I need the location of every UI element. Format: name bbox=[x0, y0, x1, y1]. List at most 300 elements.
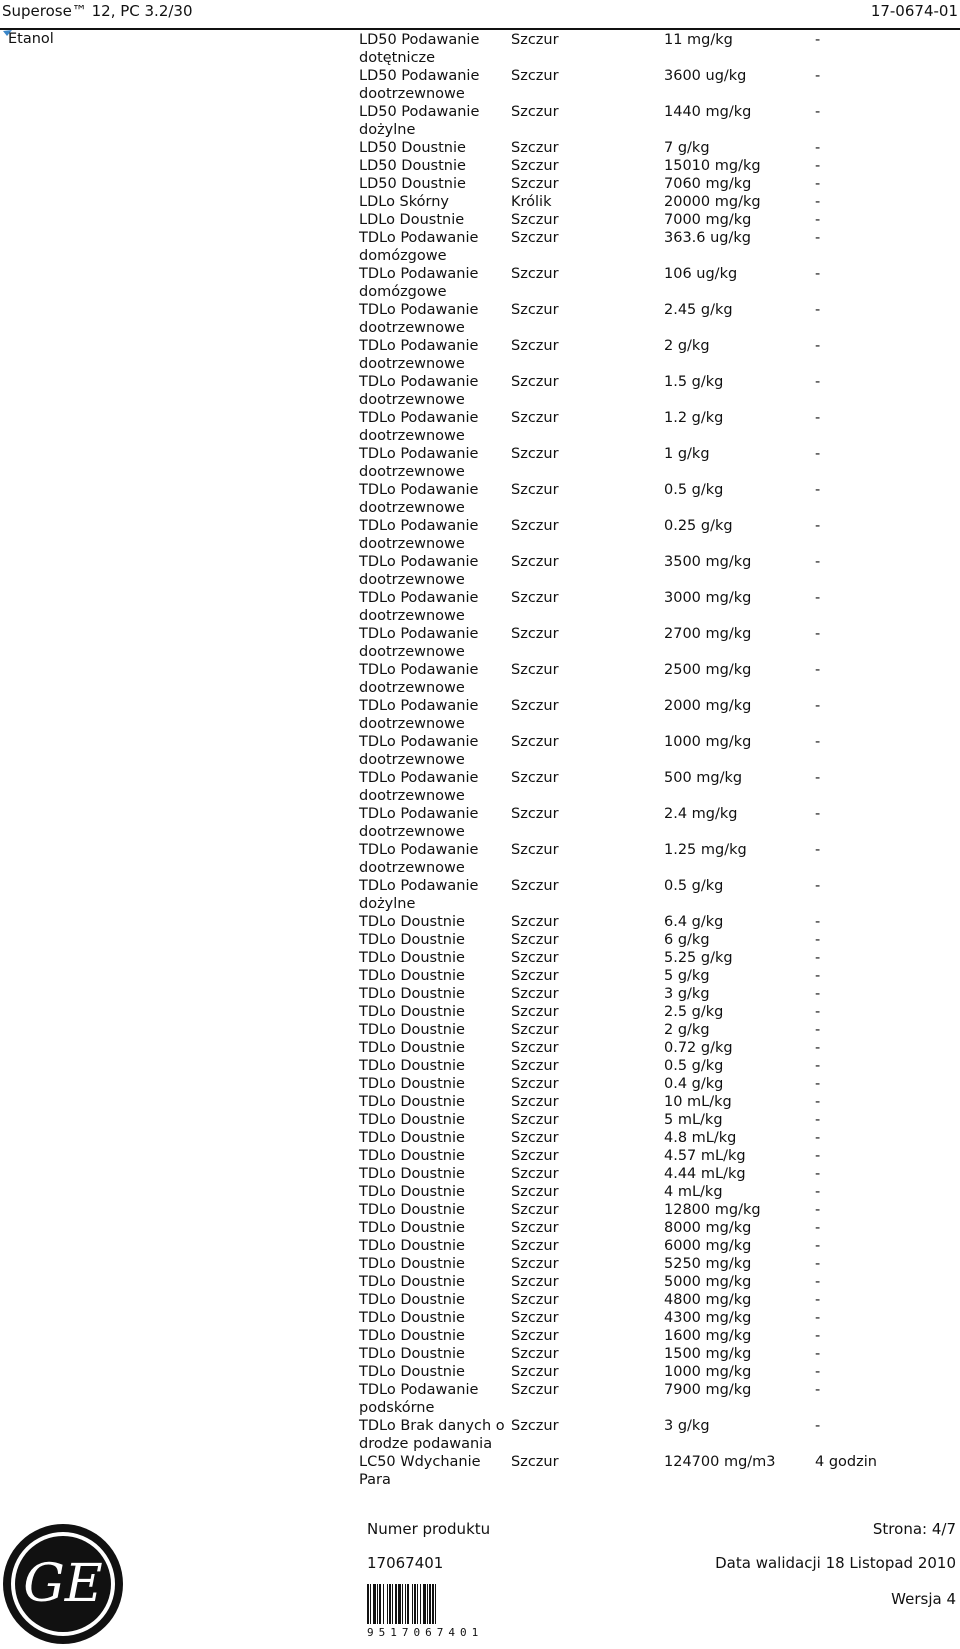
route-cell: TDLo Doustnie bbox=[359, 1148, 465, 1164]
species-cell: Szczur bbox=[511, 212, 559, 228]
time-cell: - bbox=[815, 1148, 821, 1164]
time-cell: - bbox=[815, 1022, 821, 1038]
time-cell: - bbox=[815, 1112, 821, 1128]
dose-cell: 7060 mg/kg bbox=[664, 176, 752, 192]
route-cell: TDLo Doustnie bbox=[359, 1058, 465, 1074]
route-cell: TDLo Doustnie bbox=[359, 1292, 465, 1308]
table-row bbox=[359, 1201, 939, 1219]
species-cell: Szczur bbox=[511, 590, 559, 606]
species-cell: Szczur bbox=[511, 1112, 559, 1128]
route-cell: TDLo Podawanie dootrzewnowe bbox=[359, 590, 479, 624]
time-cell: - bbox=[815, 950, 821, 966]
time-cell: - bbox=[815, 194, 821, 210]
species-cell: Szczur bbox=[511, 32, 559, 48]
dose-cell: 2500 mg/kg bbox=[664, 662, 752, 678]
barcode-bar bbox=[423, 1584, 426, 1624]
table-row bbox=[359, 1093, 939, 1111]
route-cell: TDLo Podawanie dootrzewnowe bbox=[359, 302, 479, 336]
route-cell: TDLo Doustnie bbox=[359, 1094, 465, 1110]
route-cell: TDLo Doustnie bbox=[359, 1040, 465, 1056]
time-cell: - bbox=[815, 518, 821, 534]
dose-cell: 1.5 g/kg bbox=[664, 374, 724, 390]
dose-cell: 2 g/kg bbox=[664, 338, 710, 354]
barcode-bar bbox=[427, 1584, 428, 1624]
time-cell: - bbox=[815, 410, 821, 426]
route-cell: TDLo Podawanie dootrzewnowe bbox=[359, 806, 479, 840]
table-row bbox=[359, 931, 939, 949]
page-header bbox=[0, 0, 960, 27]
species-cell: Szczur bbox=[511, 1382, 559, 1398]
route-cell: TDLo Brak danych o drodze podawania bbox=[359, 1418, 505, 1452]
dose-cell: 4.44 mL/kg bbox=[664, 1166, 746, 1182]
table-row bbox=[359, 1327, 939, 1345]
time-cell: - bbox=[815, 1130, 821, 1146]
species-cell: Szczur bbox=[511, 104, 559, 120]
barcode-bar bbox=[420, 1584, 421, 1624]
route-cell: LDLo Doustnie bbox=[359, 212, 465, 228]
species-cell: Szczur bbox=[511, 1328, 559, 1344]
route-cell: TDLo Doustnie bbox=[359, 1310, 465, 1326]
route-cell: TDLo Doustnie bbox=[359, 1238, 465, 1254]
time-cell: - bbox=[815, 914, 821, 930]
dose-cell: 0.4 g/kg bbox=[664, 1076, 724, 1092]
time-cell: - bbox=[815, 842, 821, 858]
route-cell: LD50 Podawanie dotętnicze bbox=[359, 32, 480, 66]
dose-cell: 0.5 g/kg bbox=[664, 1058, 724, 1074]
route-cell: TDLo Podawanie dootrzewnowe bbox=[359, 842, 479, 876]
dose-cell: 4800 mg/kg bbox=[664, 1292, 752, 1308]
barcode-bar bbox=[429, 1584, 431, 1624]
dose-cell: 0.5 g/kg bbox=[664, 482, 724, 498]
species-cell: Szczur bbox=[511, 1094, 559, 1110]
time-cell: - bbox=[815, 932, 821, 948]
barcode-bar bbox=[379, 1584, 381, 1624]
time-cell: - bbox=[815, 1274, 821, 1290]
time-cell: - bbox=[815, 1364, 821, 1380]
table-row bbox=[359, 301, 939, 337]
time-cell: - bbox=[815, 212, 821, 228]
route-cell: TDLo Doustnie bbox=[359, 1130, 465, 1146]
barcode-bar bbox=[414, 1584, 416, 1624]
time-cell: - bbox=[815, 968, 821, 984]
time-cell: - bbox=[815, 590, 821, 606]
species-cell: Szczur bbox=[511, 140, 559, 156]
species-cell: Szczur bbox=[511, 1058, 559, 1074]
route-cell: TDLo Doustnie bbox=[359, 1166, 465, 1182]
barcode-bar bbox=[377, 1584, 378, 1624]
species-cell: Szczur bbox=[511, 1202, 559, 1218]
table-row bbox=[359, 193, 939, 211]
time-cell: - bbox=[815, 986, 821, 1002]
barcode-bar bbox=[432, 1584, 434, 1624]
route-cell: TDLo Doustnie bbox=[359, 914, 465, 930]
species-cell: Szczur bbox=[511, 1274, 559, 1290]
dose-cell: 2.4 mg/kg bbox=[664, 806, 738, 822]
table-row bbox=[359, 1075, 939, 1093]
species-cell: Szczur bbox=[511, 770, 559, 786]
time-cell: - bbox=[815, 374, 821, 390]
species-cell: Szczur bbox=[511, 518, 559, 534]
species-cell: Szczur bbox=[511, 1346, 559, 1362]
species-cell: Szczur bbox=[511, 1022, 559, 1038]
species-cell: Szczur bbox=[511, 1076, 559, 1092]
species-cell: Szczur bbox=[511, 482, 559, 498]
route-cell: TDLo Podawanie dootrzewnowe bbox=[359, 698, 479, 732]
table-row bbox=[359, 877, 939, 913]
table-row bbox=[359, 661, 939, 697]
route-cell: LD50 Doustnie bbox=[359, 158, 466, 174]
route-cell: TDLo Doustnie bbox=[359, 950, 465, 966]
dose-cell: 6.4 g/kg bbox=[664, 914, 724, 930]
species-cell: Szczur bbox=[511, 230, 559, 246]
table-row bbox=[359, 517, 939, 553]
species-cell: Szczur bbox=[511, 1166, 559, 1182]
table-row bbox=[359, 481, 939, 517]
table-row bbox=[359, 1453, 939, 1489]
document-code: 17-0674-01 bbox=[870, 2, 958, 20]
table-row bbox=[359, 1129, 939, 1147]
barcode-bar bbox=[392, 1584, 393, 1624]
dose-cell: 1000 mg/kg bbox=[664, 1364, 752, 1380]
time-cell: - bbox=[815, 1346, 821, 1362]
route-cell: TDLo Podawanie dootrzewnowe bbox=[359, 338, 479, 372]
time-cell: - bbox=[815, 1094, 821, 1110]
time-cell: - bbox=[815, 1166, 821, 1182]
species-cell: Szczur bbox=[511, 1418, 559, 1434]
species-cell: Królik bbox=[511, 194, 552, 210]
barcode-bar bbox=[373, 1584, 376, 1624]
route-cell: TDLo Doustnie bbox=[359, 1274, 465, 1290]
table-row bbox=[359, 805, 939, 841]
route-cell: TDLo Doustnie bbox=[359, 1346, 465, 1362]
time-cell: - bbox=[815, 1256, 821, 1272]
dose-cell: 2.5 g/kg bbox=[664, 1004, 724, 1020]
time-cell: - bbox=[815, 68, 821, 84]
dose-cell: 20000 mg/kg bbox=[664, 194, 761, 210]
species-cell: Szczur bbox=[511, 266, 559, 282]
dose-cell: 5 mL/kg bbox=[664, 1112, 723, 1128]
table-row bbox=[359, 967, 939, 985]
toxicity-table bbox=[359, 31, 939, 1489]
table-row bbox=[359, 1363, 939, 1381]
route-cell: TDLo Doustnie bbox=[359, 1256, 465, 1272]
dose-cell: 5000 mg/kg bbox=[664, 1274, 752, 1290]
table-row bbox=[359, 1345, 939, 1363]
page-number: Strona: 4/7 bbox=[872, 1520, 956, 1538]
dose-cell: 1000 mg/kg bbox=[664, 734, 752, 750]
species-cell: Szczur bbox=[511, 842, 559, 858]
dose-cell: 3 g/kg bbox=[664, 986, 710, 1002]
time-cell: - bbox=[815, 1292, 821, 1308]
dose-cell: 3600 ug/kg bbox=[664, 68, 747, 84]
dose-cell: 2000 mg/kg bbox=[664, 698, 752, 714]
route-cell: TDLo Podawanie podskórne bbox=[359, 1382, 479, 1416]
route-cell: TDLo Podawanie dootrzewnowe bbox=[359, 662, 479, 696]
route-cell: TDLo Doustnie bbox=[359, 932, 465, 948]
table-row bbox=[359, 265, 939, 301]
table-row bbox=[359, 67, 939, 103]
barcode bbox=[367, 1584, 495, 1639]
route-cell: TDLo Podawanie dootrzewnowe bbox=[359, 554, 479, 588]
time-cell: - bbox=[815, 140, 821, 156]
time-cell: - bbox=[815, 626, 821, 642]
species-cell: Szczur bbox=[511, 68, 559, 84]
table-row bbox=[359, 589, 939, 625]
species-cell: Szczur bbox=[511, 986, 559, 1002]
time-cell: - bbox=[815, 806, 821, 822]
dose-cell: 1.25 mg/kg bbox=[664, 842, 747, 858]
time-cell: - bbox=[815, 1184, 821, 1200]
species-cell: Szczur bbox=[511, 878, 559, 894]
time-cell: - bbox=[815, 698, 821, 714]
validation-date: Data walidacji 18 Listopad 2010 bbox=[715, 1554, 956, 1572]
table-row bbox=[359, 733, 939, 769]
time-cell: - bbox=[815, 482, 821, 498]
dose-cell: 7000 mg/kg bbox=[664, 212, 752, 228]
species-cell: Szczur bbox=[511, 1310, 559, 1326]
table-row bbox=[359, 553, 939, 589]
time-cell: - bbox=[815, 1076, 821, 1092]
table-row bbox=[359, 625, 939, 661]
species-cell: Szczur bbox=[511, 302, 559, 318]
dose-cell: 6 g/kg bbox=[664, 932, 710, 948]
time-cell: - bbox=[815, 158, 821, 174]
dose-cell: 4 mL/kg bbox=[664, 1184, 723, 1200]
dose-cell: 5 g/kg bbox=[664, 968, 710, 984]
barcode-bar bbox=[407, 1584, 409, 1624]
dose-cell: 1440 mg/kg bbox=[664, 104, 752, 120]
product-number-label: Numer produktu bbox=[367, 1520, 491, 1538]
time-cell: - bbox=[815, 32, 821, 48]
dose-cell: 3 g/kg bbox=[664, 1418, 710, 1434]
table-row bbox=[359, 229, 939, 265]
route-cell: TDLo Doustnie bbox=[359, 986, 465, 1002]
route-cell: LDLo Skórny bbox=[359, 194, 449, 210]
species-cell: Szczur bbox=[511, 806, 559, 822]
route-cell: LD50 Doustnie bbox=[359, 140, 466, 156]
product-title: Superose™ 12, PC 3.2/30 bbox=[2, 2, 193, 20]
table-row bbox=[359, 337, 939, 373]
dose-cell: 12800 mg/kg bbox=[664, 1202, 761, 1218]
dose-cell: 2 g/kg bbox=[664, 1022, 710, 1038]
species-cell: Szczur bbox=[511, 446, 559, 462]
species-cell: Szczur bbox=[511, 176, 559, 192]
species-cell: Szczur bbox=[511, 1040, 559, 1056]
species-cell: Szczur bbox=[511, 1238, 559, 1254]
time-cell: - bbox=[815, 1310, 821, 1326]
page-footer bbox=[0, 1510, 960, 1645]
dose-cell: 2700 mg/kg bbox=[664, 626, 752, 642]
table-row bbox=[359, 1111, 939, 1129]
time-cell: 4 godzin bbox=[815, 1454, 877, 1470]
route-cell: TDLo Doustnie bbox=[359, 1112, 465, 1128]
table-row bbox=[359, 1417, 939, 1453]
table-row bbox=[359, 175, 939, 193]
dose-cell: 363.6 ug/kg bbox=[664, 230, 751, 246]
dose-cell: 500 mg/kg bbox=[664, 770, 743, 786]
dose-cell: 4.8 mL/kg bbox=[664, 1130, 737, 1146]
time-cell: - bbox=[815, 1220, 821, 1236]
route-cell: TDLo Podawanie domózgowe bbox=[359, 230, 479, 264]
species-cell: Szczur bbox=[511, 626, 559, 642]
table-row bbox=[359, 1039, 939, 1057]
dose-cell: 7 g/kg bbox=[664, 140, 710, 156]
dose-cell: 0.72 g/kg bbox=[664, 1040, 733, 1056]
table-row bbox=[359, 769, 939, 805]
route-cell: TDLo Doustnie bbox=[359, 968, 465, 984]
route-cell: TDLo Doustnie bbox=[359, 1022, 465, 1038]
dose-cell: 1500 mg/kg bbox=[664, 1346, 752, 1362]
dose-cell: 8000 mg/kg bbox=[664, 1220, 752, 1236]
barcode-bar bbox=[435, 1584, 436, 1624]
dose-cell: 5.25 g/kg bbox=[664, 950, 733, 966]
table-row bbox=[359, 445, 939, 481]
route-cell: TDLo Doustnie bbox=[359, 1202, 465, 1218]
barcode-bar bbox=[387, 1584, 388, 1624]
dose-cell: 0.5 g/kg bbox=[664, 878, 724, 894]
species-cell: Szczur bbox=[511, 554, 559, 570]
table-row bbox=[359, 1237, 939, 1255]
route-cell: LD50 Podawanie dożylne bbox=[359, 104, 480, 138]
table-row bbox=[359, 31, 939, 67]
dose-cell: 0.25 g/kg bbox=[664, 518, 733, 534]
dose-cell: 6000 mg/kg bbox=[664, 1238, 752, 1254]
table-row bbox=[359, 697, 939, 733]
product-number: 17067401 bbox=[367, 1554, 444, 1572]
species-cell: Szczur bbox=[511, 932, 559, 948]
dose-cell: 5250 mg/kg bbox=[664, 1256, 752, 1272]
dose-cell: 15010 mg/kg bbox=[664, 158, 761, 174]
time-cell: - bbox=[815, 302, 821, 318]
time-cell: - bbox=[815, 176, 821, 192]
table-row bbox=[359, 1291, 939, 1309]
route-cell: TDLo Doustnie bbox=[359, 1004, 465, 1020]
species-cell: Szczur bbox=[511, 1148, 559, 1164]
species-cell: Szczur bbox=[511, 158, 559, 174]
time-cell: - bbox=[815, 1040, 821, 1056]
dose-cell: 3000 mg/kg bbox=[664, 590, 752, 606]
time-cell: - bbox=[815, 1238, 821, 1254]
route-cell: TDLo Doustnie bbox=[359, 1184, 465, 1200]
route-cell: TDLo Podawanie dootrzewnowe bbox=[359, 518, 479, 552]
table-row bbox=[359, 139, 939, 157]
barcode-bar bbox=[412, 1584, 413, 1624]
table-row bbox=[359, 157, 939, 175]
table-row bbox=[359, 1147, 939, 1165]
dose-cell: 1 g/kg bbox=[664, 446, 710, 462]
table-row bbox=[359, 1309, 939, 1327]
barcode-bar bbox=[405, 1584, 406, 1624]
time-cell: - bbox=[815, 1382, 821, 1398]
table-row bbox=[359, 913, 939, 931]
route-cell: LC50 Wdychanie Para bbox=[359, 1454, 481, 1488]
table-row bbox=[359, 409, 939, 445]
table-row bbox=[359, 373, 939, 409]
table-row bbox=[359, 949, 939, 967]
time-cell: - bbox=[815, 554, 821, 570]
ge-logo bbox=[0, 1523, 126, 1645]
route-cell: TDLo Podawanie dootrzewnowe bbox=[359, 482, 479, 516]
time-cell: - bbox=[815, 266, 821, 282]
route-cell: TDLo Doustnie bbox=[359, 1328, 465, 1344]
route-cell: LD50 Podawanie dootrzewnowe bbox=[359, 68, 480, 102]
species-cell: Szczur bbox=[511, 374, 559, 390]
barcode-bar bbox=[417, 1584, 418, 1624]
species-cell: Szczur bbox=[511, 1220, 559, 1236]
barcode-bar bbox=[402, 1584, 403, 1624]
time-cell: - bbox=[815, 770, 821, 786]
species-cell: Szczur bbox=[511, 914, 559, 930]
route-cell: TDLo Doustnie bbox=[359, 1076, 465, 1092]
table-row bbox=[359, 1273, 939, 1291]
species-cell: Szczur bbox=[511, 950, 559, 966]
species-cell: Szczur bbox=[511, 1256, 559, 1272]
time-cell: - bbox=[815, 338, 821, 354]
time-cell: - bbox=[815, 104, 821, 120]
table-row bbox=[359, 1381, 939, 1417]
header-divider bbox=[0, 28, 960, 30]
dose-cell: 1600 mg/kg bbox=[664, 1328, 752, 1344]
species-cell: Szczur bbox=[511, 698, 559, 714]
dose-cell: 2.45 g/kg bbox=[664, 302, 733, 318]
version: Wersja 4 bbox=[891, 1590, 956, 1608]
route-cell: TDLo Podawanie dootrzewnowe bbox=[359, 374, 479, 408]
table-row bbox=[359, 1183, 939, 1201]
table-row bbox=[359, 211, 939, 229]
route-cell: TDLo Podawanie dootrzewnowe bbox=[359, 770, 479, 804]
barcode-bar bbox=[389, 1584, 391, 1624]
route-cell: LD50 Doustnie bbox=[359, 176, 466, 192]
route-cell: TDLo Podawanie domózgowe bbox=[359, 266, 479, 300]
dose-cell: 124700 mg/m3 bbox=[664, 1454, 776, 1470]
dose-cell: 3500 mg/kg bbox=[664, 554, 752, 570]
species-cell: Szczur bbox=[511, 968, 559, 984]
route-cell: TDLo Doustnie bbox=[359, 1220, 465, 1236]
route-cell: TDLo Podawanie dożylne bbox=[359, 878, 479, 912]
svg-text:GE: GE bbox=[23, 1554, 103, 1614]
table-row bbox=[359, 985, 939, 1003]
species-cell: Szczur bbox=[511, 1364, 559, 1380]
table-row bbox=[359, 841, 939, 877]
route-cell: TDLo Podawanie dootrzewnowe bbox=[359, 410, 479, 444]
route-cell: TDLo Podawanie dootrzewnowe bbox=[359, 734, 479, 768]
table-row bbox=[359, 103, 939, 139]
barcode-bar bbox=[398, 1584, 401, 1624]
barcode-bar bbox=[367, 1584, 369, 1624]
barcode-bar bbox=[370, 1584, 371, 1624]
time-cell: - bbox=[815, 446, 821, 462]
species-cell: Szczur bbox=[511, 1004, 559, 1020]
barcode-digits: 9517067401 bbox=[367, 1626, 484, 1639]
table-row bbox=[359, 1021, 939, 1039]
dose-cell: 1.2 g/kg bbox=[664, 410, 724, 426]
time-cell: - bbox=[815, 230, 821, 246]
time-cell: - bbox=[815, 1004, 821, 1020]
table-row bbox=[359, 1219, 939, 1237]
time-cell: - bbox=[815, 1058, 821, 1074]
dose-cell: 4.57 mL/kg bbox=[664, 1148, 746, 1164]
substance-name: Etanol bbox=[8, 31, 54, 47]
species-cell: Szczur bbox=[511, 1130, 559, 1146]
barcode-bar bbox=[383, 1584, 384, 1624]
species-cell: Szczur bbox=[511, 410, 559, 426]
route-cell: TDLo Doustnie bbox=[359, 1364, 465, 1380]
species-cell: Szczur bbox=[511, 1292, 559, 1308]
time-cell: - bbox=[815, 1202, 821, 1218]
species-cell: Szczur bbox=[511, 1454, 559, 1470]
dose-cell: 7900 mg/kg bbox=[664, 1382, 752, 1398]
table-row bbox=[359, 1255, 939, 1273]
